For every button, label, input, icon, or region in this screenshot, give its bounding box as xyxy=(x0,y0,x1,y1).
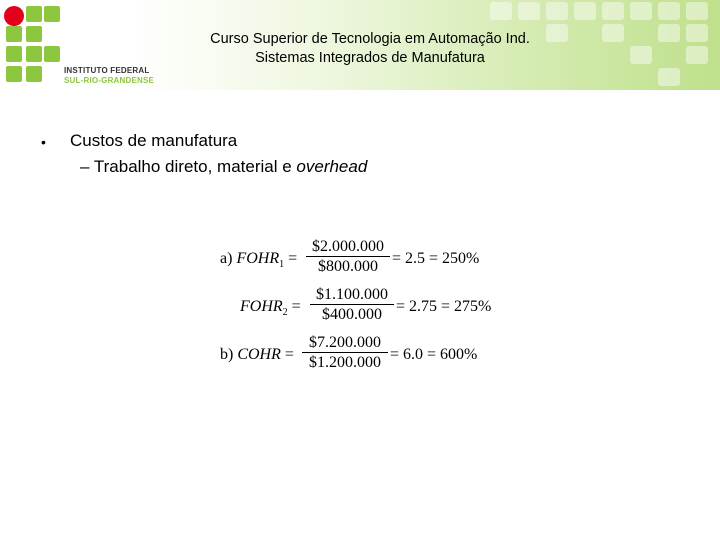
equation-a2-var: FOHR xyxy=(240,298,283,315)
equation-b-var: COHR xyxy=(237,346,281,363)
equation-a2-fraction xyxy=(310,286,394,324)
bullet-level2-text xyxy=(80,157,367,177)
equation-a-numerator: $2.000.000 xyxy=(312,238,384,255)
slide-header xyxy=(0,0,720,90)
title-line-course: Curso Superior de Tecnologia em Automação Ind. xyxy=(210,31,530,47)
bullet-level2-prefix: – Trabalho direto, material e xyxy=(80,157,297,176)
equation-b-lhs: b) COHR = xyxy=(220,346,294,363)
equation-b-numerator: $7.200.000 xyxy=(309,334,381,351)
equation-a-sub: 1 xyxy=(279,259,285,271)
equation-b-denominator: $1.200.000 xyxy=(302,352,388,372)
equation-a2-result: = 2.75 = 275% xyxy=(396,298,492,315)
equation-b-result: = 6.0 = 600% xyxy=(390,346,478,363)
bullet-level2-italic: overhead xyxy=(296,157,368,176)
equation-a-lhs: a) $FOHR_1$ = xyxy=(220,250,298,271)
equation-a2-denominator: $400.000 xyxy=(310,304,394,324)
logo-text-institute: INSTITUTO FEDERAL xyxy=(64,66,150,75)
equation-a2-sub: 2 xyxy=(282,307,288,319)
equation-a2-lhs: $FOHR_2$ = xyxy=(240,298,301,319)
logo-text-region: SUL-RIO-GRANDENSE xyxy=(64,76,155,85)
equation-a-label: a) xyxy=(220,250,237,267)
equation-b-label: b) xyxy=(220,346,238,363)
slide-title xyxy=(130,30,610,68)
bullet-marker: • xyxy=(41,134,46,150)
equation-a-result: = 2.5 = 250% xyxy=(392,250,480,267)
equation-b-fraction xyxy=(302,334,388,372)
equation-a2-numerator: $1.100.000 xyxy=(316,286,388,303)
equation-a-fraction xyxy=(306,238,390,276)
title-line-subject: Sistemas Integrados de Manufatura xyxy=(255,50,485,66)
equation-a-denominator: $800.000 xyxy=(306,256,390,276)
equation-a-var: FOHR xyxy=(236,250,280,267)
bullet-level1-text: Custos de manufatura xyxy=(70,131,238,150)
